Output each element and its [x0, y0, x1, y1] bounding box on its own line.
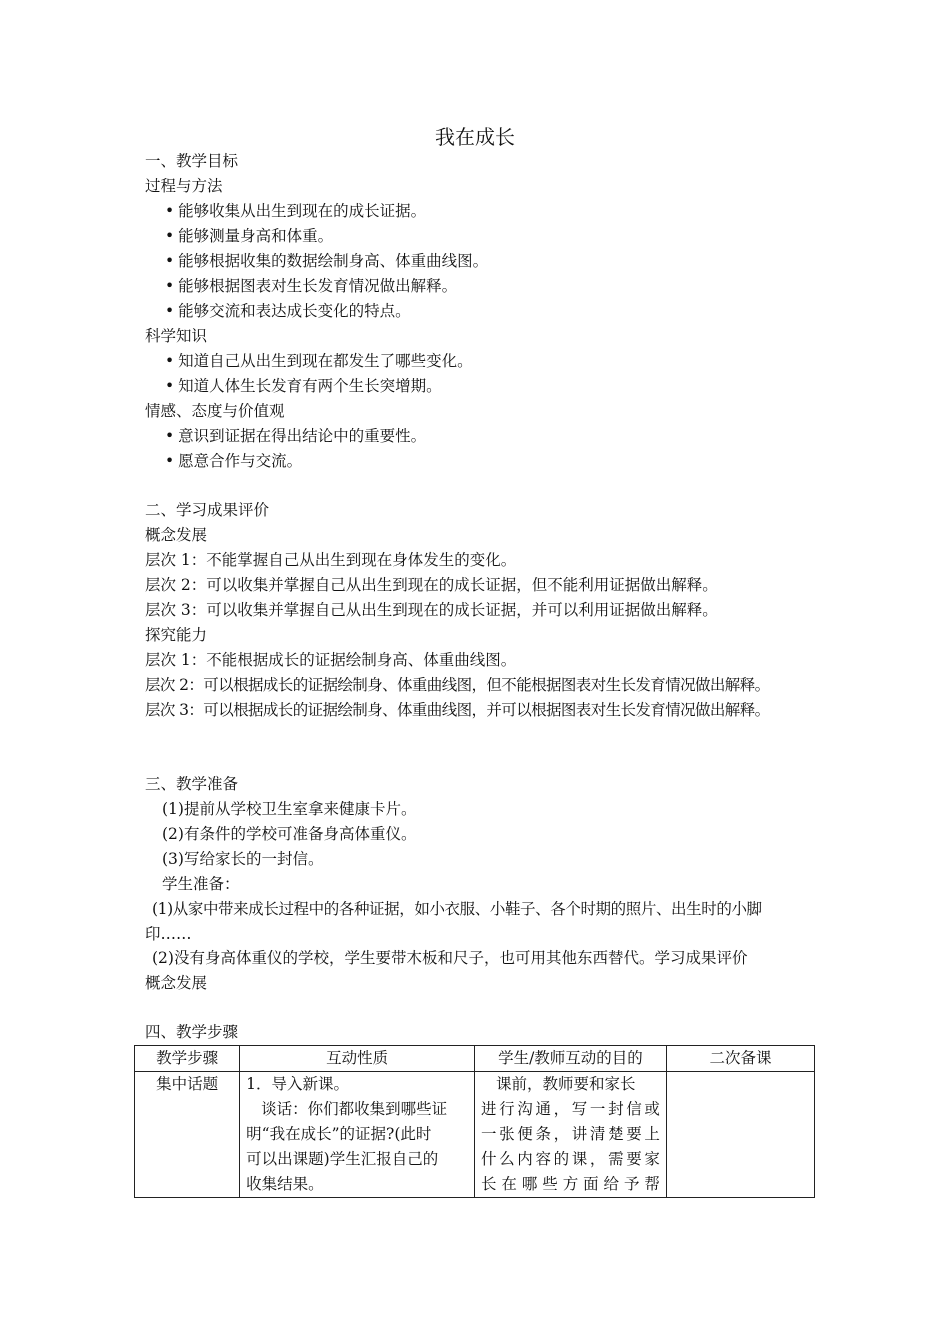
eval-level: 层次 2：可以根据成长的证据绘制身、体重曲线图，但不能根据图表对生长发育情况做出解释。: [145, 676, 770, 694]
prep-item: (2)有条件的学校可准备身高体重仪。: [162, 825, 417, 843]
eval-level: 层次 1：不能掌握自己从出生到现在身体发生的变化。: [145, 551, 517, 569]
col-header: 教学步骤: [135, 1046, 240, 1072]
goal-group-knowledge: 科学知识: [145, 327, 208, 345]
teaching-steps-table: [134, 1045, 815, 1198]
cell-line: 明“我在成长”的证据?(此时: [246, 1125, 432, 1143]
section-3-heading: 三、教学准备: [145, 775, 239, 793]
student-prep-label: 学生准备：: [162, 875, 240, 893]
prep-item: (3)写给家长的一封信。: [162, 850, 324, 868]
bullet-item: • 能够根据图表对生长发育情况做出解释。: [165, 275, 457, 297]
student-prep-item: (2)没有身高体重仪的学校，学生要带木板和尺子，也可用其他东西替代。学习成果评价: [152, 949, 748, 967]
eval-level: 层次 1：不能根据成长的证据绘制身高、体重曲线图。: [145, 651, 517, 669]
eval-inquiry-label: 探究能力: [145, 626, 208, 644]
table-header-row: [135, 1046, 815, 1072]
cell-line: 长在哪些方面给予帮: [480, 1175, 660, 1193]
cell-line: 课前，教师要和家长: [495, 1075, 636, 1093]
page-title: 我在成长: [435, 125, 515, 149]
notes-cell: [666, 1072, 814, 1198]
bullet-item: • 意识到证据在得出结论中的重要性。: [165, 425, 426, 447]
cell-line: 可以出课题)学生汇报自己的: [246, 1150, 439, 1168]
prep-item: (1)提前从学校卫生室拿来健康卡片。: [162, 800, 417, 818]
table-row: [135, 1072, 815, 1198]
bullet-item: • 知道自己从出生到现在都发生了哪些变化。: [165, 350, 473, 372]
interaction-cell: [240, 1072, 475, 1198]
bullet-item: • 愿意合作与交流。: [165, 450, 302, 472]
section-4-heading: 四、教学步骤: [145, 1023, 239, 1041]
cell-line: 进行沟通，写一封信或: [480, 1100, 660, 1118]
student-prep-item: (1)从家中带来成长过程中的各种证据，如小衣服、小鞋子、各个时期的照片、出生时的小脚: [152, 900, 762, 918]
goal-group-attitude: 情感、态度与价值观: [145, 402, 285, 420]
purpose-cell: [474, 1072, 666, 1198]
bullet-item: • 能够根据收集的数据绘制身高、体重曲线图。: [165, 250, 488, 272]
step-cell: 集中话题: [135, 1072, 240, 1198]
bullet-item: • 能够测量身高和体重。: [165, 225, 333, 247]
col-header: 二次备课: [666, 1046, 814, 1072]
cell-line: 收集结果。: [246, 1175, 324, 1193]
cell-line: 谈话：你们都收集到哪些证: [261, 1100, 448, 1118]
bullet-item: • 能够收集从出生到现在的成长证据。: [165, 200, 426, 222]
goal-group-process: 过程与方法: [145, 177, 223, 195]
section-2-heading: 二、学习成果评价: [145, 501, 270, 519]
student-prep-item-cont: 印……: [145, 925, 192, 943]
cell-line: 一张便条，讲清楚要上: [480, 1125, 660, 1143]
eval-concept-label: 概念发展: [145, 526, 208, 544]
section-1-heading: 一、教学目标: [145, 152, 239, 170]
student-prep-item-cont: 概念发展: [145, 974, 208, 992]
cell-line: 什么内容的课，需要家: [480, 1150, 660, 1168]
col-header: 互动性质: [240, 1046, 475, 1072]
bullet-item: • 能够交流和表达成长变化的特点。: [165, 300, 411, 322]
eval-level: 层次 3：可以收集并掌握自己从出生到现在的成长证据，并可以利用证据做出解释。: [145, 601, 718, 619]
eval-level: 层次 3：可以根据成长的证据绘制身、体重曲线图，并可以根据图表对生长发育情况做出解释。: [145, 701, 770, 719]
eval-level: 层次 2：可以收集并掌握自己从出生到现在的成长证据，但不能利用证据做出解释。: [145, 576, 718, 594]
cell-line: 1．导入新课。: [246, 1075, 350, 1093]
bullet-item: • 知道人体生长发育有两个生长突增期。: [165, 375, 442, 397]
col-header: 学生/教师互动的目的: [474, 1046, 666, 1072]
